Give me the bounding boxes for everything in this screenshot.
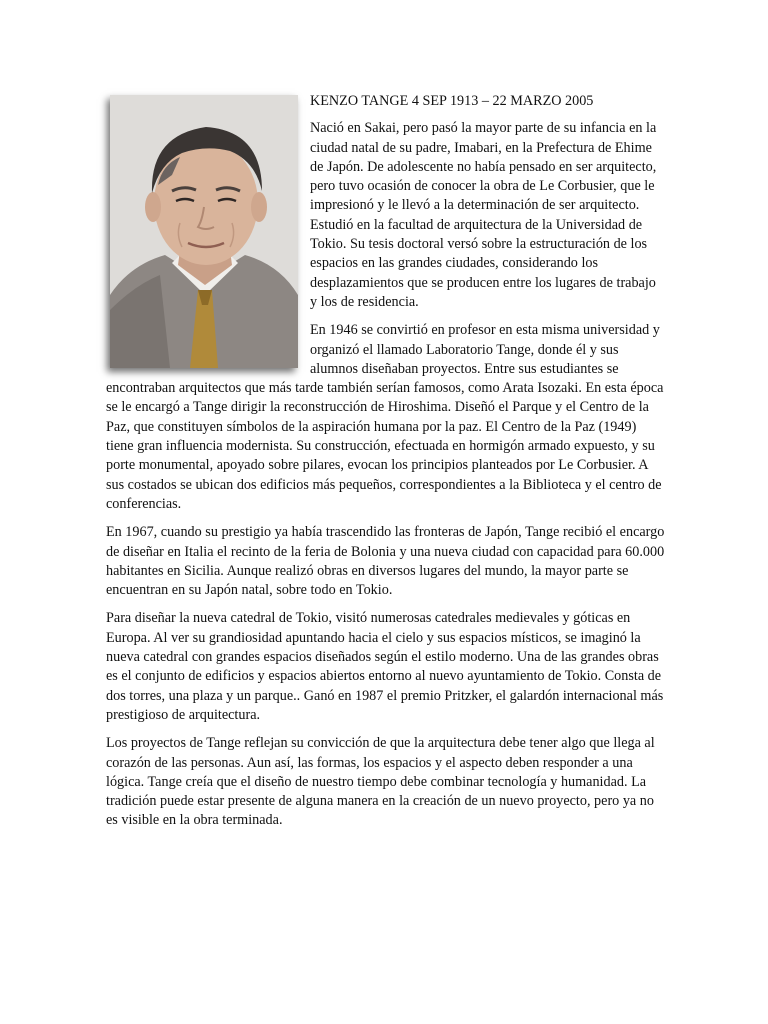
document-page bbox=[106, 92, 666, 840]
right-ear bbox=[251, 192, 267, 222]
paragraph-5: Los proyectos de Tange reflejan su convicción de que la arquitectura debe tener algo que llega al corazón de las personas. Aun así, las formas, los espacios y el aspecto deben responder a una lógica. Tange creía que el diseño de nuestro tiempo debe combinar tecnología y humanidad. La tradición puede estar presente de alguna manera en la creación de un nuevo proyecto, pero ya no es visible en la obra terminada. bbox=[106, 735, 655, 829]
paragraph-4: Para diseñar la nueva catedral de Tokio, visitó numerosas catedrales medievales y góticas en Europa. Al ver su grandiosidad apuntando hacia el cielo y sus espacios místicos, se imaginó la nueva catedral con grandes espacios diseñados según el estilo moderno. Una de las grandes obras es el conjunto de edificios y espacios abiertos entorno al nuevo ayuntamiento de Tokio. Consta de dos torres, una plaza y un parque.. Ganó en 1987 el premio Pritzker, el galardón internacional más prestigioso de arquitectura. bbox=[106, 610, 664, 723]
paragraph-1: Nació en Sakai, pero pasó la mayor parte de su infancia en la ciudad natal de su padre, Imabari, en la Prefectura de Ehime de Japón. De adolescente no había pensado en ser arquitecto, pero tuvo ocasión de conocer la obra de Le Corbusier, que le impresionó y le llevó a la determinación de ser arquitecto. Estudió en la facultad de arquitectura de la Universidad de Tokio. Su tesis doctoral versó sobre la estructuración de los espacios en las grandes ciudades, considerando los desplazamientos que se producen entre los lugares de trabajo y los de residencia. bbox=[310, 120, 657, 310]
paragraph-3: En 1967, cuando su prestigio ya había trascendido las fronteras de Japón, Tange recibió el encargo de diseñar en Italia el recinto de la feria de Bolonia y una nueva ciudad con capacidad para 60.000 habitantes en Sicilia. Aunque realizó obras en diversos lugares del mundo, la mayor parte se encuentran en su Japón natal, sobre todo en Tokio. bbox=[106, 524, 665, 599]
portrait-photo bbox=[110, 95, 298, 368]
document-title: KENZO TANGE 4 SEP 1913 – 22 MARZO 2005 bbox=[310, 93, 594, 109]
portrait-illustration bbox=[110, 95, 298, 368]
paragraph-2: En 1946 se convirtió en profesor en esta misma universidad y organizó el llamado Laboratorio Tange, donde él y sus alumnos diseñaban proyectos. Entre sus estudiantes se encontraban arquitectos que más tarde también serían famosos, como Arata Isozaki. En esta época se le encargó a Tange dirigir la reconstrucción de Hiroshima. Diseñó el Parque y el Centro de la Paz, que constituyen símbolos de la aspiración humana por la paz. El Centro de la Paz (1949) tiene gran influencia modernista. Su construcción, efectuada en hormigón armado expuesto, y su porte monumental, apoyado sobre pilares, evocan los principios planteados por Le Corbusier. A sus costados se ubican dos edificios más pequeños, correspondientes a la Biblioteca y el centro de conferencias. bbox=[106, 322, 664, 512]
left-ear bbox=[145, 192, 161, 222]
